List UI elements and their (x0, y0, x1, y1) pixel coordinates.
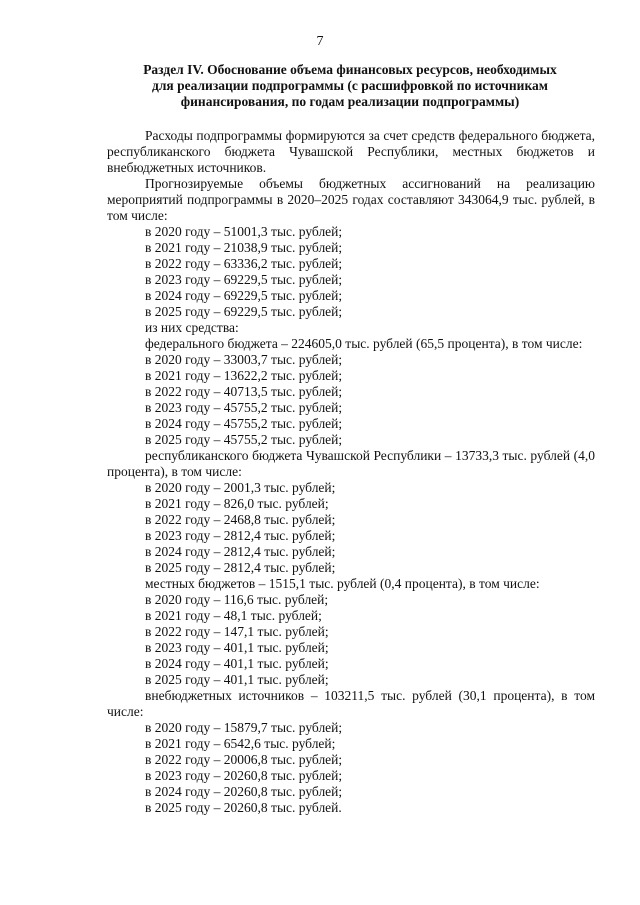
republican-year-item: в 2024 году – 2812,4 тыс. рублей; (145, 544, 336, 559)
local-year-item: в 2024 году – 401,1 тыс. рублей; (145, 656, 329, 671)
local-year-item: в 2023 году – 401,1 тыс. рублей; (145, 640, 329, 655)
total-year-item: в 2022 году – 63336,2 тыс. рублей; (145, 256, 343, 271)
federal-year-item: в 2020 году – 33003,7 тыс. рублей; (145, 352, 343, 367)
republican-year-item: в 2020 году – 2001,3 тыс. рублей; (145, 480, 336, 495)
heading-line-1: Раздел IV. Обоснование объема финансовых ресурсов, необходимых (143, 62, 557, 77)
extrabudgetary-year-item: в 2021 году – 6542,6 тыс. рублей; (145, 736, 336, 751)
federal-year-item: в 2024 году – 45755,2 тыс. рублей; (145, 416, 343, 431)
extrabudgetary-year-item: в 2024 году – 20260,8 тыс. рублей; (145, 784, 343, 799)
heading-line-2: для реализации подпрограммы (с расшифровкой по источникам (152, 78, 548, 93)
extrabudgetary-year-item: в 2023 году – 20260,8 тыс. рублей; (145, 768, 343, 783)
total-year-item: в 2023 году – 69229,5 тыс. рублей; (145, 272, 343, 287)
extrabudgetary-year-item: в 2022 году – 20006,8 тыс. рублей; (145, 752, 343, 767)
total-years-list (107, 224, 595, 320)
federal-year-item: в 2023 году – 45755,2 тыс. рублей; (145, 400, 343, 415)
republican-header: республиканского бюджета Чувашской Республики – 13733,3 тыс. рублей (4,0 процента), в том числе: (107, 448, 595, 479)
intro-paragraph: Расходы подпрограммы формируются за счет средств федерального бюджета, республиканского бюджета Чувашской Республики, местных бюджетов и внебюджетных источников. (107, 128, 595, 175)
federal-year-item: в 2021 году – 13622,2 тыс. рублей; (145, 368, 343, 383)
local-years-list (107, 592, 595, 688)
heading-line-3: финансирования, по годам реализации подпрограммы) (180, 94, 520, 109)
extrabudgetary-years-list (107, 720, 595, 816)
of-which-label: из них средства: (145, 320, 239, 335)
local-year-item: в 2022 году – 147,1 тыс. рублей; (145, 624, 329, 639)
total-year-item: в 2020 году – 51001,3 тыс. рублей; (145, 224, 343, 239)
local-year-item: в 2025 году – 401,1 тыс. рублей; (145, 672, 329, 687)
forecast-paragraph: Прогнозируемые объемы бюджетных ассигнований на реализацию мероприятий подпрограммы в 2020–2025 годах составляют 343064,9 тыс. рублей, в том числе: (107, 176, 595, 223)
federal-header: федерального бюджета – 224605,0 тыс. рублей (65,5 процента), в том числе: (145, 336, 583, 351)
local-header: местных бюджетов – 1515,1 тыс. рублей (0,4 процента), в том числе: (145, 576, 540, 591)
federal-year-item: в 2022 году – 40713,5 тыс. рублей; (145, 384, 343, 399)
republican-year-item: в 2025 году – 2812,4 тыс. рублей; (145, 560, 336, 575)
local-year-item: в 2021 году – 48,1 тыс. рублей; (145, 608, 322, 623)
local-year-item: в 2020 году – 116,6 тыс. рублей; (145, 592, 329, 607)
republican-year-item: в 2021 году – 826,0 тыс. рублей; (145, 496, 329, 511)
extrabudgetary-year-item: в 2025 году – 20260,8 тыс. рублей. (145, 800, 342, 815)
federal-years-list (107, 352, 595, 448)
page-number: 7 (316, 34, 324, 49)
total-year-item: в 2021 году – 21038,9 тыс. рублей; (145, 240, 343, 255)
republican-year-item: в 2023 году – 2812,4 тыс. рублей; (145, 528, 336, 543)
document-body (107, 128, 595, 816)
republican-years-list (107, 480, 595, 576)
total-year-item: в 2024 году – 69229,5 тыс. рублей; (145, 288, 343, 303)
section-heading (105, 62, 595, 110)
extrabudgetary-header: внебюджетных источников – 103211,5 тыс. рублей (30,1 процента), в том числе: (107, 688, 595, 719)
republican-year-item: в 2022 году – 2468,8 тыс. рублей; (145, 512, 336, 527)
total-year-item: в 2025 году – 69229,5 тыс. рублей; (145, 304, 343, 319)
federal-year-item: в 2025 году – 45755,2 тыс. рублей; (145, 432, 343, 447)
extrabudgetary-year-item: в 2020 году – 15879,7 тыс. рублей; (145, 720, 343, 735)
